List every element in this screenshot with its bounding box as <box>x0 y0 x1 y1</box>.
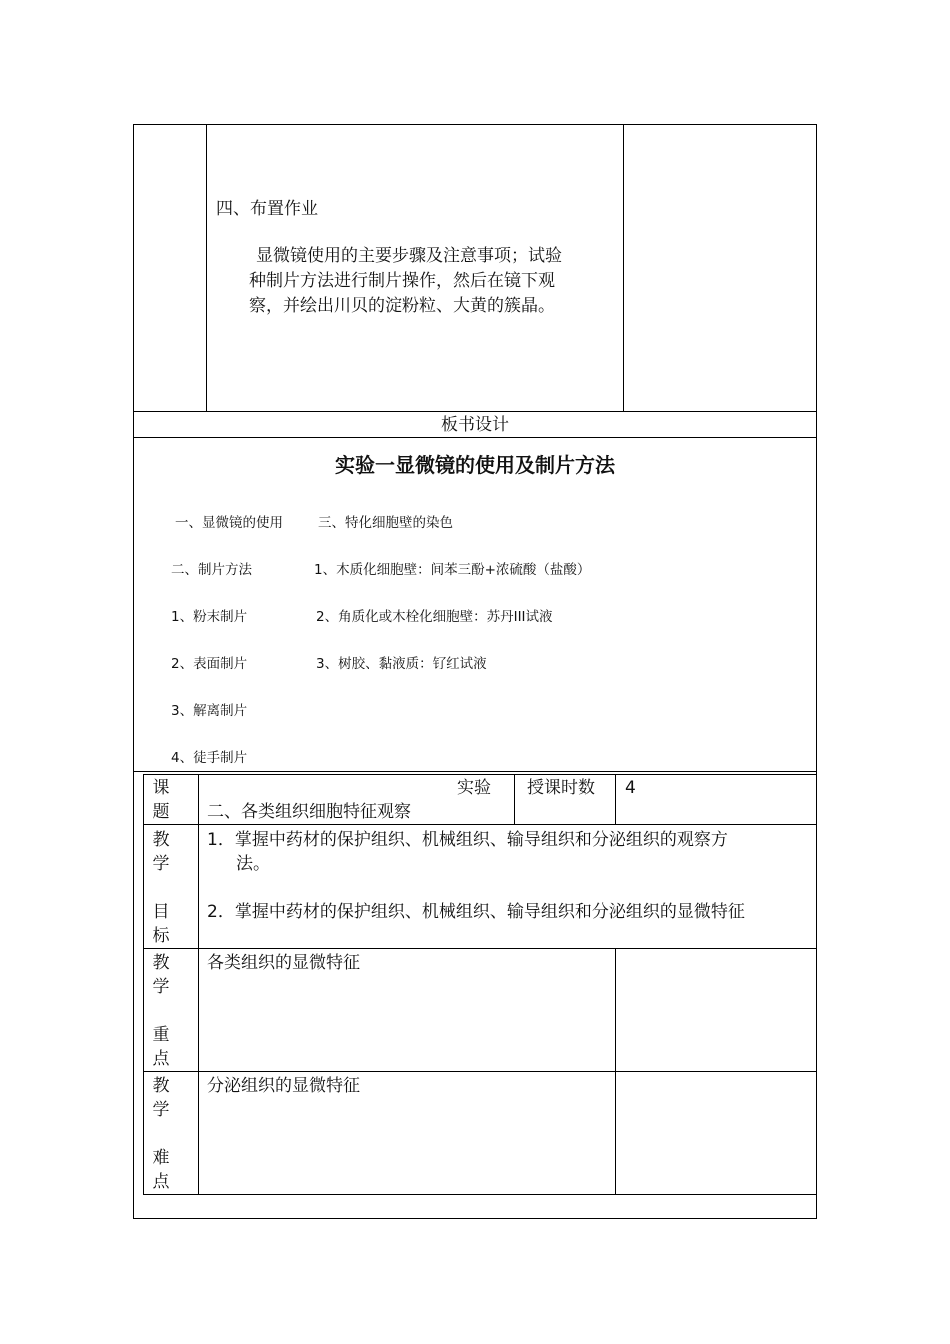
difficulty-label-char-4: 点 <box>152 1172 170 1192</box>
lower-row-divider-3 <box>143 1071 817 1072</box>
lower-row-divider-1 <box>143 824 817 825</box>
topic-label-char-2: 题 <box>152 802 170 822</box>
objective-label-char-2: 学 <box>152 854 170 874</box>
homework-heading: 四、布置作业 <box>216 199 318 219</box>
board-row-4-left: 2、表面制片 <box>171 656 248 672</box>
objective-item-2: 2．掌握中药材的保护组织、机械组织、输导组织和分泌组织的显微特征 <box>207 902 745 922</box>
upper-row-divider-2 <box>133 437 817 438</box>
objective-label-char-1: 教 <box>152 830 170 850</box>
board-row-3-right: 2、角质化或木栓化细胞壁：苏丹III试液 <box>316 609 553 625</box>
board-row-5-left: 3、解离制片 <box>171 703 248 719</box>
board-row-2-right: 1、木质化细胞壁：间苯三酚+浓硫酸（盐酸） <box>314 562 591 578</box>
key-label-char-4: 点 <box>152 1049 170 1069</box>
board-title: 实验一显微镜的使用及制片方法 <box>335 453 615 477</box>
hours-value: 4 <box>625 778 636 798</box>
lower-hours-value-left-divider <box>615 774 616 824</box>
key-points-value: 各类组织的显微特征 <box>207 953 360 973</box>
upper-table-right-border <box>816 124 817 773</box>
board-row-2-left: 二、制片方法 <box>171 562 252 578</box>
board-design-label: 板书设计 <box>441 415 509 435</box>
objective-label-char-4: 标 <box>152 926 170 946</box>
topic-value-line-2: 二、各类组织细胞特征观察 <box>207 802 411 822</box>
lower-inner-top-border <box>143 774 817 775</box>
lower-outer-top-border <box>133 771 817 772</box>
homework-line-1: 显微镜使用的主要步骤及注意事项；试验 <box>256 246 562 266</box>
lower-outer-right-border <box>816 771 817 1219</box>
lower-inner-left-border <box>143 774 144 1194</box>
lower-hours-label-left-divider <box>514 774 515 824</box>
board-row-3-left: 1、粉末制片 <box>171 609 248 625</box>
lower-outer-left-border <box>133 771 134 1219</box>
key-label-char-2: 学 <box>152 977 170 997</box>
upper-table-top-border <box>133 124 817 125</box>
difficulty-value: 分泌组织的显微特征 <box>207 1076 360 1096</box>
lower-label-col-divider <box>198 774 199 1194</box>
board-row-1-right: 三、特化细胞壁的染色 <box>318 515 453 531</box>
upper-table-left-border <box>133 124 134 773</box>
upper-row-divider-1 <box>133 411 817 412</box>
difficulty-label-char-1: 教 <box>152 1076 170 1096</box>
upper-col-divider-1 <box>206 124 207 411</box>
difficulty-label-char-3: 难 <box>152 1148 170 1168</box>
homework-line-3: 察，并绘出川贝的淀粉粒、大黄的簇晶。 <box>249 296 555 316</box>
objective-label-char-3: 目 <box>152 902 170 922</box>
hours-label: 授课时数 <box>527 778 595 798</box>
difficulty-label-char-2: 学 <box>152 1100 170 1120</box>
board-row-1-left: 一、显微镜的使用 <box>175 515 283 531</box>
lower-inner-bottom-border <box>143 1194 817 1195</box>
homework-line-2: 种制片方法进行制片操作，然后在镜下观 <box>249 271 555 291</box>
objective-item-1-line-1: 1．掌握中药材的保护组织、机械组织、输导组织和分泌组织的观察方 <box>207 830 728 850</box>
upper-col-divider-2 <box>623 124 624 411</box>
objective-item-1-line-2: 法。 <box>236 854 270 874</box>
board-row-6-left: 4、徒手制片 <box>171 750 248 766</box>
key-label-char-1: 教 <box>152 953 170 973</box>
lower-outer-bottom-border <box>133 1218 817 1219</box>
board-row-4-right: 3、树胶、黏液质：钌红试液 <box>316 656 487 672</box>
lower-row-divider-2 <box>143 948 817 949</box>
topic-value-line-1: 实验 <box>457 778 491 798</box>
key-label-char-3: 重 <box>152 1025 170 1045</box>
topic-label-char-1: 课 <box>152 778 170 798</box>
